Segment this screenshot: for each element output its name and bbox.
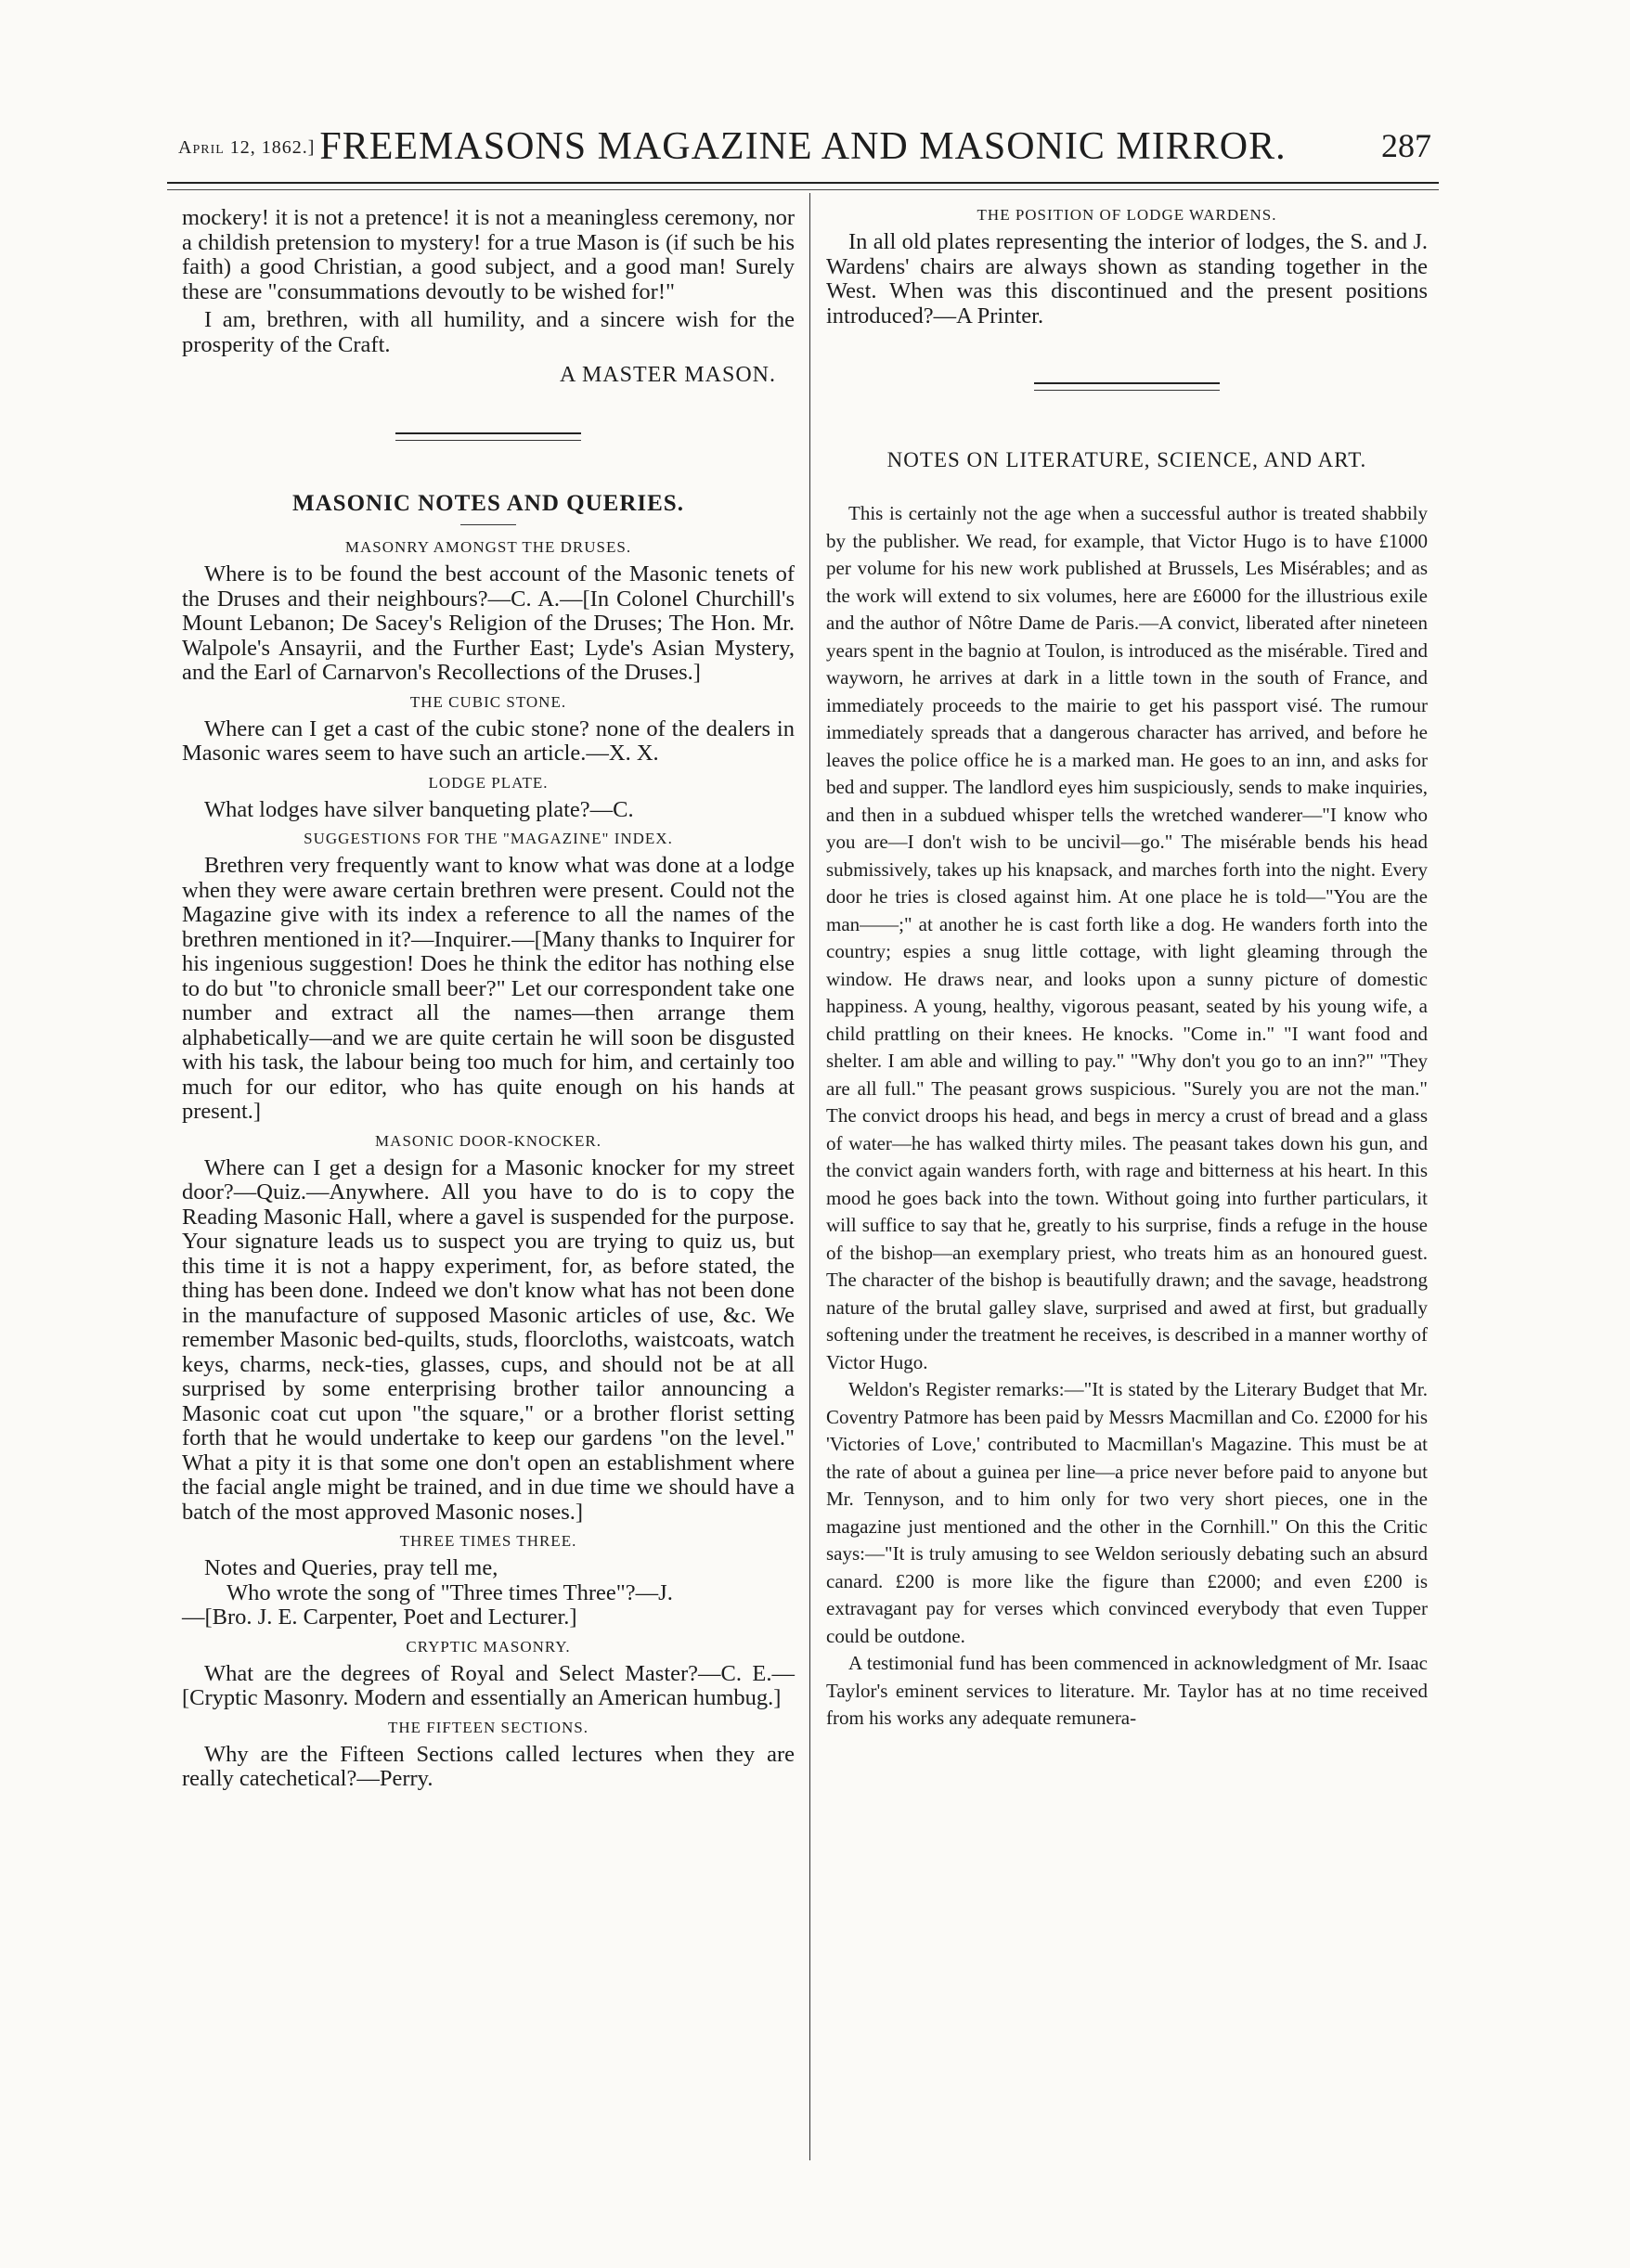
query-body-fifteen-sections: Why are the Fifteen Sections called lectures when they are really catechetical?—Perry. [182,1741,795,1791]
section-title-notes-queries: MASONIC NOTES AND QUERIES. [292,491,684,516]
query-body-wardens: In all old plates representing the interior of lodges, the S. and J. Wardens' chairs are always shown as standing together in the West. When was this discontinued and the present positions introduced?—A Printer. [826,229,1428,329]
right-column [826,206,1428,1733]
article-paragraph-1: This is certainly not the age when a successful author is treated shabbily by the publisher. We read, for example, that Victor Hugo is to have £1000 per volume for his new work published at Brussels, Les Misérables; and as the work will extend to six volumes, here are £6000 for the illustrious exile and the author of Nôtre Dame de Paris.—A convict, liberated after nineteen years spent in the bagnio at Toulon, is introduced as the misérable. Tired and wayworn, he arrives at dark in a little town in the south of France, and immediately proceeds to the mairie to get his passport visé. The rumour immediately spreads that a dangerous character has arrived, and before he leaves the police office he is a marked man. He goes to an inn, and asks for bed and supper. The landlord eyes him suspiciously, sends to make inquiries, and then in a subdued whisper tells the wretched wanderer—"I know who you are—I don't wish to be uncivil—go." The misérable bends his head submissively, takes up his knapsack, and marches forth into the night. Every door he tries is closed against him. At one place he is told—"You are the man——;" at another he is cast forth like a dog. He wanders forth into the country; espies a snug little cottage, with light gleaming through the window. He draws near, and looks upon a sunny picture of domestic happiness. A young, healthy, vigorous peasant, seated by his young wife, a child prattling on their knees. He knocks. "Come in." "I want food and shelter. I am able and willing to pay." "Why don't you go to an inn?" "They are all full." The peasant grows suspicious. "Surely you are not the man." The convict droops his head, and begs in mercy a crust of bread and a glass of water—he has walked thirty miles. The peasant takes down his gun, and the convict again wanders forth, with rage and bitterness at his heart. In this mood he goes back into the town. Without going into further particulars, it will suffice to say that he, greatly to his surprise, finds a refuge in the house of the bishop—an exemplary priest, who treats him as an honoured guest. The character of the bishop is beautifully drawn; and the savage, headstrong nature of the brutal galley slave, surprised and awed at first, but gradually softening under the treatment he receives, is described in a manner worthy of Victor Hugo. [826,502,1428,1373]
query-heading-lodge-plate: LODGE PLATE. [428,773,549,792]
letter-signature: A MASTER MASON. [559,363,776,387]
query-body-lodge-plate: What lodges have silver banqueting plate?—C. [204,796,634,822]
header-rule-thick [167,182,1439,184]
section-title-literature: NOTES ON LITERATURE, SCIENCE, AND ART. [886,448,1367,471]
query-heading-fifteen-sections: THE FIFTEEN SECTIONS. [387,1718,589,1736]
article-paragraph-3: A testimonial fund has been commenced in acknowledgment of Mr. Isaac Taylor's eminent services to literature. Mr. Taylor has at no time received from his works any adequate remunera- [826,1652,1428,1729]
query-heading-cubic-stone: THE CUBIC STONE. [409,692,567,711]
page-header [167,124,1439,180]
query-heading-wardens: THE POSITION OF LODGE WARDENS. [977,206,1277,224]
query-body-door-knocker: Where can I get a design for a Masonic knocker for my street door?—Quiz.—Anywhere. All you have to do is to copy the Reading Masonic Hall, where a gavel is suspended for the purpose. Your signature leads us to suspect you are trying to quiz us, but this time it is not a happy experiment, for, as before stated, the thing has been done. Indeed we don't know what has not been done in the manufacture of supposed Masonic articles of use, &c. We remember Masonic bed-quilts, studs, floorcloths, waistcoats, watch keys, charms, neck-ties, glasses, cups, and should not be at all surprised by some enterprising brother tailor announcing a Masonic coat cut upon "the square," or a brother florist setting forth that he would undertake to keep our gardens "on the level." What a pity it is that some one don't open an establishment where the facial angle might be trained, and in due time we should have a batch of the most approved Masonic noses.] [182,1154,795,1525]
column-divider [809,193,810,2160]
query-body-cubic-stone: Where can I get a cast of the cubic stone? none of the dealers in Masonic wares seem to have such an article.—X. X. [182,715,795,766]
query-heading-three-times-three: THREE TIMES THREE. [399,1532,577,1550]
verse-line-3: —[Bro. J. E. Carpenter, Poet and Lecturer.] [182,1604,577,1630]
verse-line-2: Who wrote the song of "Three times Three"?—J. [226,1579,673,1605]
page-number: 287 [1381,127,1431,164]
query-heading-index: SUGGESTIONS FOR THE "MAGAZINE" INDEX. [304,830,673,847]
title-underline [460,524,516,525]
query-body-index: Brethren very frequently want to know what was done at a lodge when they were aware certain brethren were present. Could not the Magazine give with its index a reference to all the names of the brethren mentioned in it?—Inquirer.—[Many thanks to Inquirer for his ingenious suggestion! Does he think the editor has nothing else to do but "to chronicle small beer?" Let our correspondent take one number and extract all the names—then arrange them alphabetically—and we are quite certain he will soon be disgusted with his task, the labour being too much for him, and certainly too much for our editor, who has quite enough on his hands at present.] [182,853,795,1124]
query-verse [182,1556,795,1630]
query-body-druses: Where is to be found the best account of the Masonic tenets of the Druses and their neighbours?—C. A.—[In Colonel Churchill's Mount Lebanon; De Sacey's Religion of the Druses; The Hon. Mr. Walpole's Ansayrii, and the Further East; Lyde's Asian Mystery, and the Earl of Carnarvon's Recollections of the Druses.] [182,561,795,685]
letter-closing: I am, brethren, with all humility, and a sincere wish for the prosperity of the Craft. [182,307,795,357]
left-column [182,206,795,1792]
section-divider-right [1034,382,1220,391]
header-rule-thin [167,189,1439,190]
query-body-cryptic: What are the degrees of Royal and Select Master?—C. E.—[Cryptic Masonry. Modern and essentially an American humbug.] [182,1660,795,1710]
issue-date: April 12, 1862.] [178,137,316,158]
query-heading-door-knocker: MASONIC DOOR-KNOCKER. [375,1131,602,1150]
article-paragraph-2: Weldon's Register remarks:—"It is stated by the Literary Budget that Mr. Coventry Patmore has been paid by Messrs Macmillan and Co. £2000 for his 'Victories of Love,' contributed to Macmillan's Magazine. This must be at the rate of about a guinea per line—a price never before paid to anyone but Mr. Tennyson, and to him only for two very short pieces, one in the magazine just mentioned and the other in the Cornhill." On this the Critic says:—"It is truly amusing to see Weldon seriously debating such an absurd canard. £200 is more like the figure than £2000; and even £200 is extravagant pay for verses which convinced everybody that even Tupper could be outdone. [826,1378,1428,1647]
verse-line-1: Notes and Queries, pray tell me, [204,1555,498,1580]
letter-ending: mockery! it is not a pretence! it is not a meaningless ceremony, nor a childish pretension to mystery! for a true Mason is (if such be his faith) a good Christian, a good subject, and a good man! Surely these are "consummations devoutly to be wished for!" [182,205,795,304]
publication-title: FREEMASONS MAGAZINE AND MASONIC MIRROR. [319,125,1287,168]
query-heading-druses: MASONRY AMONGST THE DRUSES. [344,538,632,556]
query-heading-cryptic: CRYPTIC MASONRY. [406,1637,571,1656]
section-divider [395,432,581,441]
